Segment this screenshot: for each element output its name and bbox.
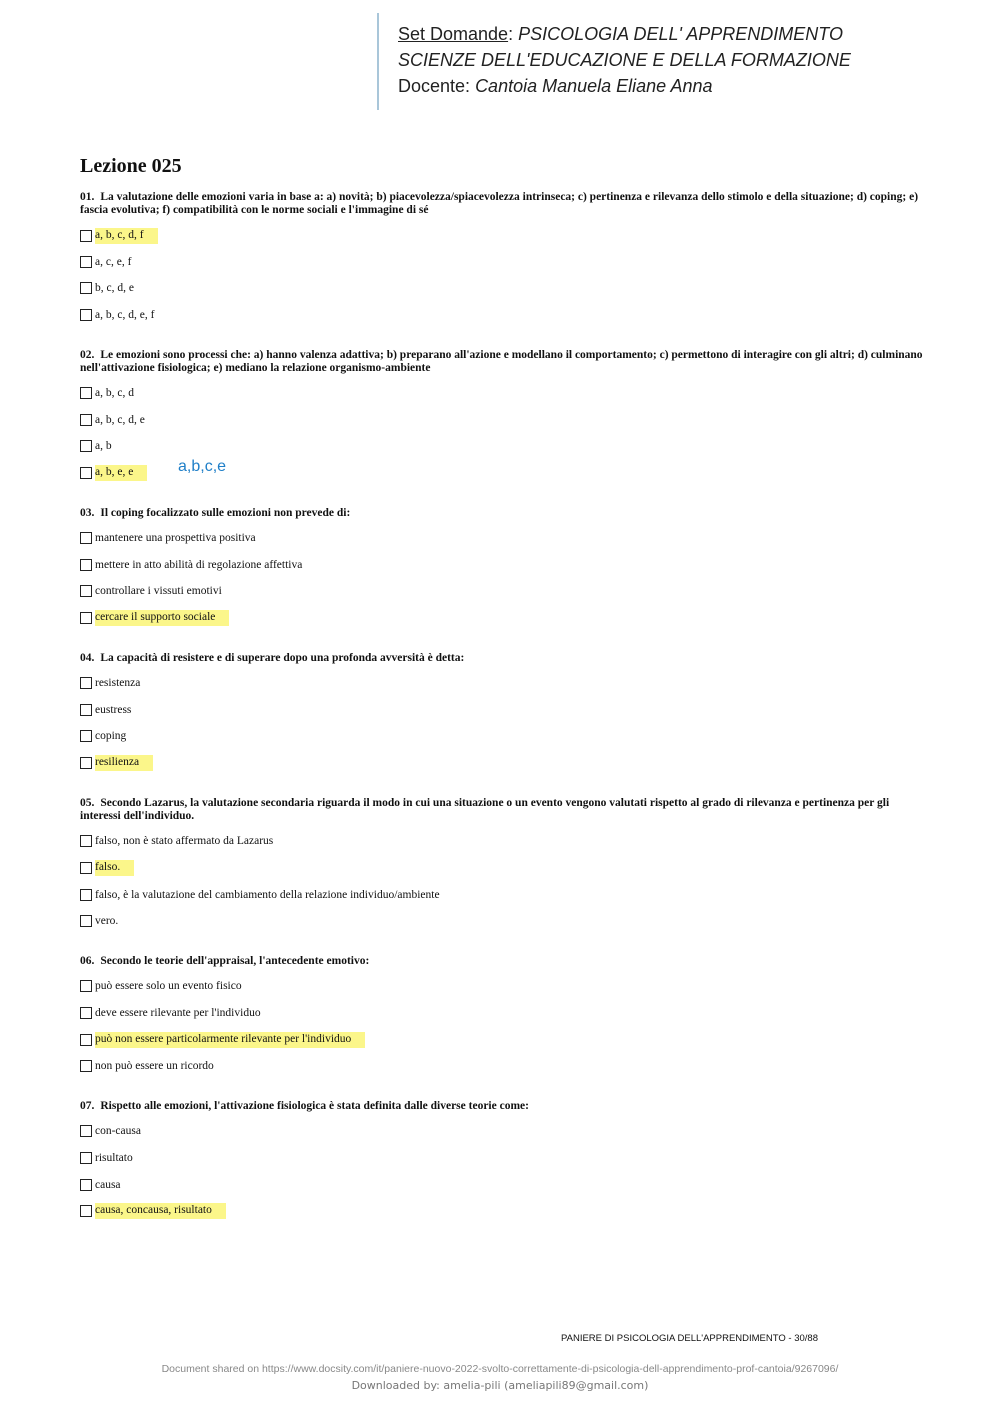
option-04-c[interactable]: coping — [80, 728, 126, 744]
option-01-a[interactable]: a, b, c, d, f — [80, 228, 158, 244]
option-04-d[interactable]: resilienza — [80, 755, 153, 771]
option-02-d[interactable]: a, b, e, e — [80, 465, 147, 481]
header-line-faculty — [398, 47, 937, 73]
option-03-b[interactable]: mettere in atto abilità di regolazione affettiva — [80, 557, 302, 573]
handwritten-note: a,b,c,e — [178, 458, 227, 475]
teacher-label: Docente: — [398, 76, 471, 96]
shared-link-notice: Document shared on https://www.docsity.com/it/paniere-nuovo-2022-svolto-correttamente-di-psicologia-dell-apprendimento-prof-cantoia/9267096/ — [161, 1363, 839, 1375]
question-03: 03. Il coping focalizzato sulle emozioni non prevede di: — [80, 507, 351, 519]
checkbox[interactable] — [80, 559, 92, 571]
option-05-b[interactable]: falso. — [80, 860, 134, 876]
checkbox[interactable] — [80, 730, 92, 742]
checkbox[interactable] — [80, 704, 92, 716]
header-line-teacher — [398, 73, 937, 99]
checkbox[interactable] — [80, 440, 92, 452]
option-01-c[interactable]: b, c, d, e — [80, 280, 134, 296]
checkbox[interactable] — [80, 889, 92, 901]
checkbox[interactable] — [80, 309, 92, 321]
option-02-c[interactable]: a, b — [80, 438, 112, 454]
checkbox[interactable] — [80, 467, 92, 479]
lesson-title: Lezione 025 — [80, 155, 182, 177]
option-06-a[interactable]: può essere solo un evento fisico — [80, 978, 242, 994]
checkbox[interactable] — [80, 387, 92, 399]
checkbox[interactable] — [80, 1125, 92, 1137]
checkbox[interactable] — [80, 612, 92, 624]
document-header — [377, 13, 937, 110]
checkbox[interactable] — [80, 980, 92, 992]
checkbox[interactable] — [80, 1007, 92, 1019]
checkbox[interactable] — [80, 1060, 92, 1072]
option-07-d[interactable]: causa, concausa, risultato — [80, 1203, 226, 1219]
checkbox[interactable] — [80, 585, 92, 597]
option-07-c[interactable]: causa — [80, 1177, 121, 1193]
option-03-d[interactable]: cercare il supporto sociale — [80, 610, 229, 626]
header-line-course: Set Domande: PSICOLOGIA DELL' APPRENDIMENTO — [398, 24, 843, 44]
option-06-d[interactable]: non può essere un ricordo — [80, 1058, 214, 1074]
option-05-a[interactable]: falso, non è stato affermato da Lazarus — [80, 833, 273, 849]
question-02: 02. Le emozioni sono processi che: a) hanno valenza adattiva; b) preparano all'azione e modellano il comportamento; c) permettono di interagire con gli altri; d) culminano nell'attivazione fisiologica; e) mediano la relazione organismo-ambiente — [80, 349, 923, 374]
option-07-b[interactable]: risultato — [80, 1150, 133, 1166]
course-name: PSICOLOGIA DELL' APPRENDIMENTO — [518, 24, 843, 44]
option-07-a[interactable]: con-causa — [80, 1123, 141, 1139]
checkbox[interactable] — [80, 1152, 92, 1164]
question-04: 04. La capacità di resistere e di superare dopo una profonda avversità è detta: — [80, 652, 465, 664]
downloaded-by-notice: Downloaded by: amelia-pili (ameliapili89@gmail.com) — [351, 1379, 649, 1392]
question-07: 07. Rispetto alle emozioni, l'attivazione fisiologica è stata definita dalle diverse teorie come: — [80, 1100, 529, 1112]
checkbox[interactable] — [80, 915, 92, 927]
option-05-d[interactable]: vero. — [80, 913, 118, 929]
checkbox[interactable] — [80, 862, 92, 874]
option-04-a[interactable]: resistenza — [80, 675, 140, 691]
question-06: 06. Secondo le teorie dell'appraisal, l'antecedente emotivo: — [80, 955, 370, 967]
option-01-b[interactable]: a, c, e, f — [80, 254, 131, 270]
checkbox[interactable] — [80, 835, 92, 847]
teacher-name: Cantoia Manuela Eliane Anna — [475, 76, 713, 96]
set-domande-label: Set Domande — [398, 24, 509, 44]
option-02-b[interactable]: a, b, c, d, e — [80, 412, 145, 428]
option-03-a[interactable]: mantenere una prospettiva positiva — [80, 530, 256, 546]
page-footer-label: PANIERE DI PSICOLOGIA DELL'APPRENDIMENTO - 30/88 — [561, 1333, 818, 1344]
checkbox[interactable] — [80, 414, 92, 426]
question-01: 01. La valutazione delle emozioni varia in base a: a) novità; b) piacevolezza/spiacevolezza intrinseca; c) pertinenza e rilevanza dello stimolo e della situazione; d) coping; e) fascia evolutiva; f) compatibilità con le norme sociali e l'immagine di sé — [80, 191, 919, 216]
option-06-b[interactable]: deve essere rilevante per l'individuo — [80, 1005, 261, 1021]
option-03-c[interactable]: controllare i vissuti emotivi — [80, 583, 222, 599]
checkbox[interactable] — [80, 532, 92, 544]
checkbox[interactable] — [80, 757, 92, 769]
checkbox[interactable] — [80, 282, 92, 294]
option-04-b[interactable]: eustress — [80, 702, 131, 718]
checkbox[interactable] — [80, 1205, 92, 1217]
option-06-c[interactable]: può non essere particolarmente rilevante per l'individuo — [80, 1032, 365, 1048]
question-05: 05. Secondo Lazarus, la valutazione secondaria riguarda il modo in cui una situazione o un evento vengono valutati rispetto al grado di rilevanza e pertinenza per gli interessi dell'individuo. — [80, 797, 890, 822]
checkbox[interactable] — [80, 230, 92, 242]
option-01-d[interactable]: a, b, c, d, e, f — [80, 307, 154, 323]
checkbox[interactable] — [80, 1179, 92, 1191]
checkbox[interactable] — [80, 677, 92, 689]
option-05-c[interactable]: falso, è la valutazione del cambiamento della relazione individuo/ambiente — [80, 887, 440, 903]
option-02-a[interactable]: a, b, c, d — [80, 385, 134, 401]
checkbox[interactable] — [80, 1034, 92, 1046]
checkbox[interactable] — [80, 256, 92, 268]
faculty-name: SCIENZE DELL'EDUCAZIONE E DELLA FORMAZIONE — [398, 50, 851, 70]
